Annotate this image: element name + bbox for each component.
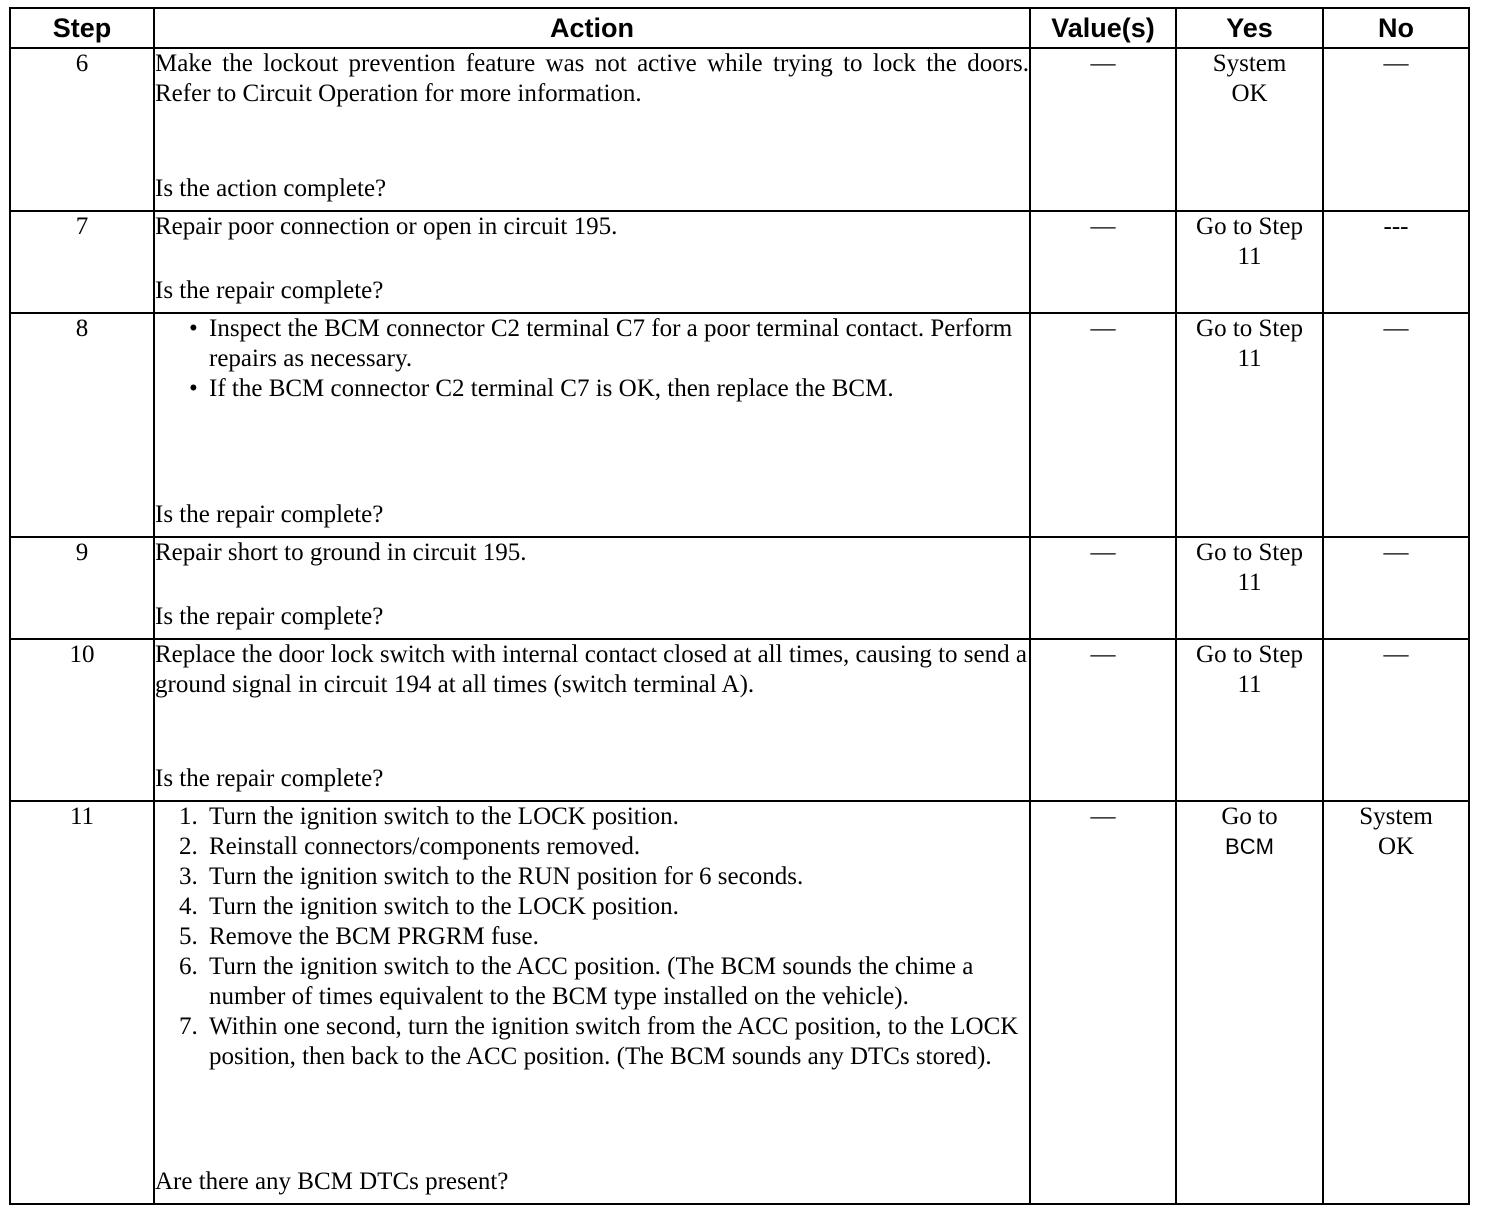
step-number: 10 — [10, 639, 154, 801]
action-text: Repair short to ground in circuit 195. — [155, 539, 527, 566]
yes-line: System — [1212, 50, 1287, 77]
yes-line: Go to Step — [1196, 641, 1303, 668]
list-item: 7. Within one second, turn the ignition switch from the ACC position, to the LOCK position, then back to the ACC position. (The BCM sounds any DTCs stored). — [179, 1013, 1019, 1070]
action-cell — [154, 537, 1030, 639]
header-row — [10, 8, 1469, 48]
yes-line: 11 — [1237, 243, 1262, 270]
action-cell — [154, 48, 1030, 211]
yes-line: BCM — [1225, 834, 1274, 859]
step-number: 6 — [10, 48, 154, 211]
yes-line: 11 — [1237, 569, 1262, 596]
no-cell: — — [1323, 48, 1469, 211]
list-item: 4. Turn the ignition switch to the LOCK position. — [179, 893, 679, 920]
table-row — [10, 639, 1469, 801]
value-cell: — — [1030, 313, 1176, 537]
value-cell: — — [1030, 537, 1176, 639]
header-no: No — [1323, 8, 1469, 48]
action-question: Is the repair complete? — [155, 603, 384, 630]
yes-cell — [1176, 537, 1323, 639]
value-cell: — — [1030, 639, 1176, 801]
yes-line: Go to Step — [1196, 539, 1303, 566]
action-bullets — [155, 314, 1029, 404]
action-cell — [154, 801, 1030, 1204]
step-number: 11 — [10, 801, 154, 1204]
table-row — [10, 313, 1469, 537]
action-question: Is the action complete? — [155, 175, 387, 202]
no-cell — [1323, 801, 1469, 1204]
yes-line: Go to Step — [1196, 315, 1303, 342]
action-cell — [154, 211, 1030, 313]
list-item: • Inspect the BCM connector C2 terminal C7 for a poor terminal contact. Perform repairs as necessary. — [189, 314, 1029, 374]
yes-cell — [1176, 639, 1323, 801]
list-item: • If the BCM connector C2 terminal C7 is OK, then replace the BCM. — [189, 374, 1029, 404]
yes-line: Go to Step — [1196, 213, 1303, 240]
list-item: 1. Turn the ignition switch to the LOCK position. — [179, 803, 679, 830]
action-question: Is the repair complete? — [155, 501, 384, 528]
step-number: 7 — [10, 211, 154, 313]
yes-cell — [1176, 313, 1323, 537]
no-cell: — — [1323, 639, 1469, 801]
yes-line: OK — [1231, 80, 1268, 107]
yes-line: Go to — [1221, 803, 1278, 830]
yes-line: 11 — [1237, 345, 1262, 372]
diagnostic-table — [9, 7, 1470, 1205]
action-cell — [154, 313, 1030, 537]
action-text: Make the lockout prevention feature was not active while trying to lock the doors. Refer to Circuit Operation for more information. — [155, 50, 1029, 107]
action-steps — [155, 802, 1029, 1072]
table-row — [10, 211, 1469, 313]
header-step: Step — [10, 8, 154, 48]
yes-cell — [1176, 211, 1323, 313]
action-question: Is the repair complete? — [155, 765, 384, 792]
list-item: 2. Reinstall connectors/components removed. — [179, 833, 641, 860]
value-cell: — — [1030, 48, 1176, 211]
list-item: 6. Turn the ignition switch to the ACC position. (The BCM sounds the chime a number of times equivalent to the BCM type installed on the vehicle). — [179, 953, 974, 1010]
no-line: System — [1359, 803, 1433, 830]
no-cell: — — [1323, 537, 1469, 639]
no-cell: --- — [1323, 211, 1469, 313]
table-row — [10, 48, 1469, 211]
action-text: Repair poor connection or open in circuit 195. — [155, 213, 618, 240]
header-action: Action — [154, 8, 1030, 48]
action-text: Replace the door lock switch with internal contact closed at all times, causing to send a ground signal in circuit 194 at all times (switch terminal A). — [155, 641, 1027, 698]
header-yes: Yes — [1176, 8, 1323, 48]
value-cell: — — [1030, 801, 1176, 1204]
value-cell: — — [1030, 211, 1176, 313]
list-item: 3. Turn the ignition switch to the RUN position for 6 seconds. — [179, 863, 804, 890]
yes-cell — [1176, 801, 1323, 1204]
list-item: 5. Remove the BCM PRGRM fuse. — [179, 923, 539, 950]
step-number: 8 — [10, 313, 154, 537]
action-cell — [154, 639, 1030, 801]
table-row — [10, 537, 1469, 639]
table-row — [10, 801, 1469, 1204]
action-question: Are there any BCM DTCs present? — [155, 1168, 509, 1195]
header-values: Value(s) — [1030, 8, 1176, 48]
diagnostic-table-page — [9, 7, 1468, 1203]
yes-line: 11 — [1237, 671, 1262, 698]
no-line: OK — [1377, 833, 1415, 860]
yes-cell — [1176, 48, 1323, 211]
action-question: Is the repair complete? — [155, 277, 384, 304]
step-number: 9 — [10, 537, 154, 639]
no-cell: — — [1323, 313, 1469, 537]
